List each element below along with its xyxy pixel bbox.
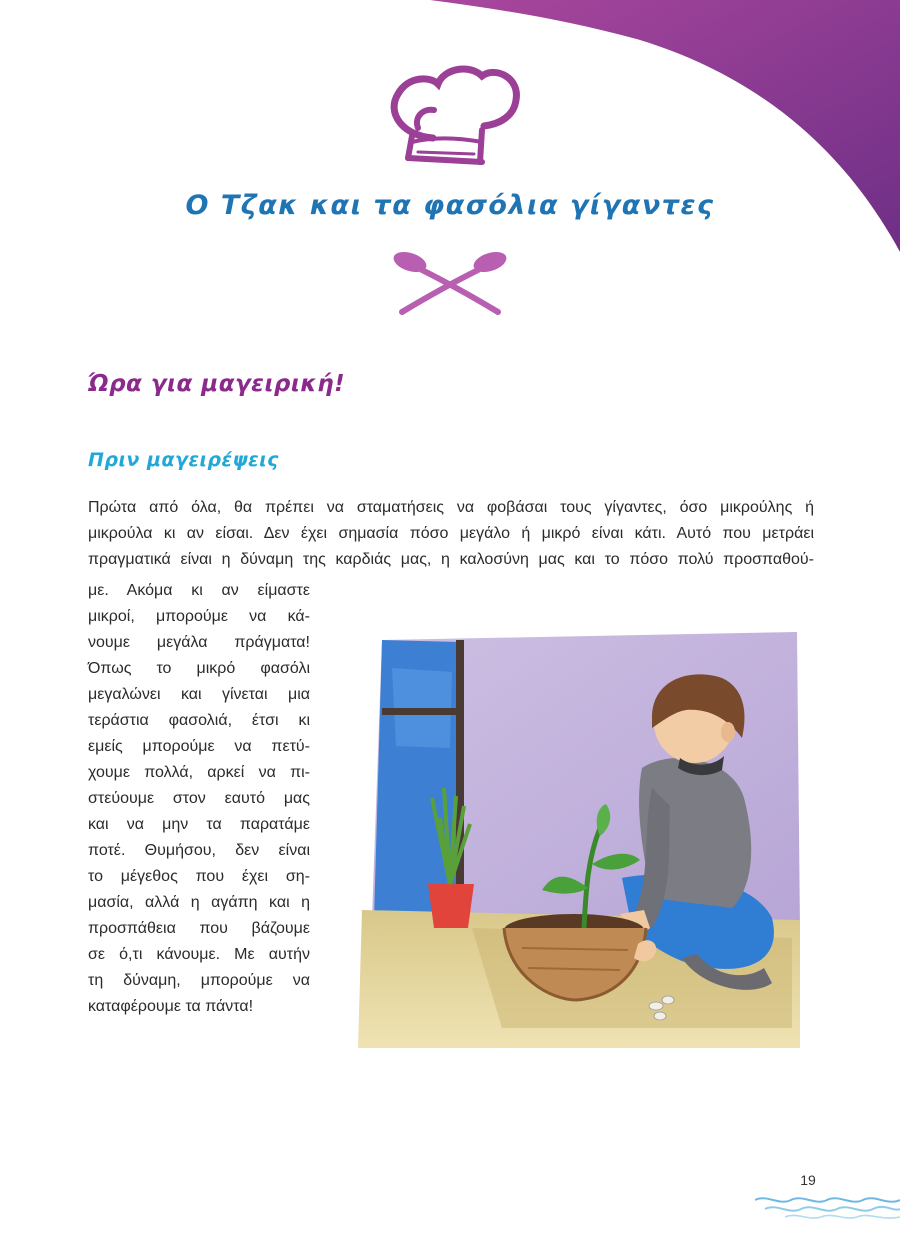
waves-icon — [755, 1190, 900, 1220]
column-line: προσπάθεια που βάζουμε — [88, 920, 310, 937]
column-line: και να μην τα παρατάμε — [88, 816, 310, 833]
paragraph-line: Πρώτα από όλα, θα πρέπει να σταματήσεις να φοβάσαι τους γίγαντες, όσο μικρούλης ή — [88, 499, 814, 516]
column-line: μασία, αλλά η αγάπη και η — [88, 894, 310, 911]
column-line: στεύουμε στον εαυτό μας — [88, 790, 310, 807]
paragraph-line: πραγματικά είναι η δύναμη της καρδιάς μας, η καλοσύνη μας και το πόσο πολύ προσπαθού- — [88, 551, 814, 568]
column-line: σε ό,τι κάνουμε. Με αυτήν — [88, 946, 310, 963]
window-sill — [382, 708, 462, 715]
column-line: με. Ακόμα κι αν είμαστε — [88, 582, 310, 599]
column-line: νουμε μεγάλα πράγματα! — [88, 634, 310, 651]
page-title: Ο Τζακ και τα φασόλια γίγαντες — [185, 190, 715, 221]
crossed-spoons-icon — [390, 248, 510, 318]
column-line: τεράστια φασολιά, έτσι κι — [88, 712, 310, 729]
intro-paragraph — [88, 495, 814, 573]
boy-planting-illustration — [352, 628, 802, 1048]
column-line: ποτέ. Θυμήσου, δεν είναι — [88, 842, 310, 859]
page-number: 19 — [800, 1172, 816, 1188]
chef-hat-icon — [378, 58, 528, 178]
column-line: καταφέρουμε τα πάντα! — [88, 998, 254, 1015]
column-line: τη δύναμη, μπορούμε να — [88, 972, 310, 989]
paragraph-line: μικρούλα κι αν είσαι. Δεν έχει σημασία πόσο μεγάλο ή μικρό είναι κάτι. Αυτό που μετράει — [88, 525, 814, 542]
subsection-heading: Πριν μαγειρέψεις — [88, 449, 279, 471]
section-heading: Ώρα για μαγειρική! — [88, 371, 346, 397]
column-line: χουμε πολλά, αρκεί να πι- — [88, 764, 310, 781]
column-line: μικροί, μπορούμε να κά- — [88, 608, 310, 625]
window-frame — [456, 640, 464, 920]
column-line: εμείς μπορούμε να πετύ- — [88, 738, 310, 755]
column-line: μεγαλώνει και γίνεται μια — [88, 686, 310, 703]
column-line: το μέγεθος που έχει ση- — [88, 868, 310, 885]
column-paragraph — [88, 578, 310, 1020]
column-line: Όπως το μικρό φασόλι — [88, 660, 310, 677]
